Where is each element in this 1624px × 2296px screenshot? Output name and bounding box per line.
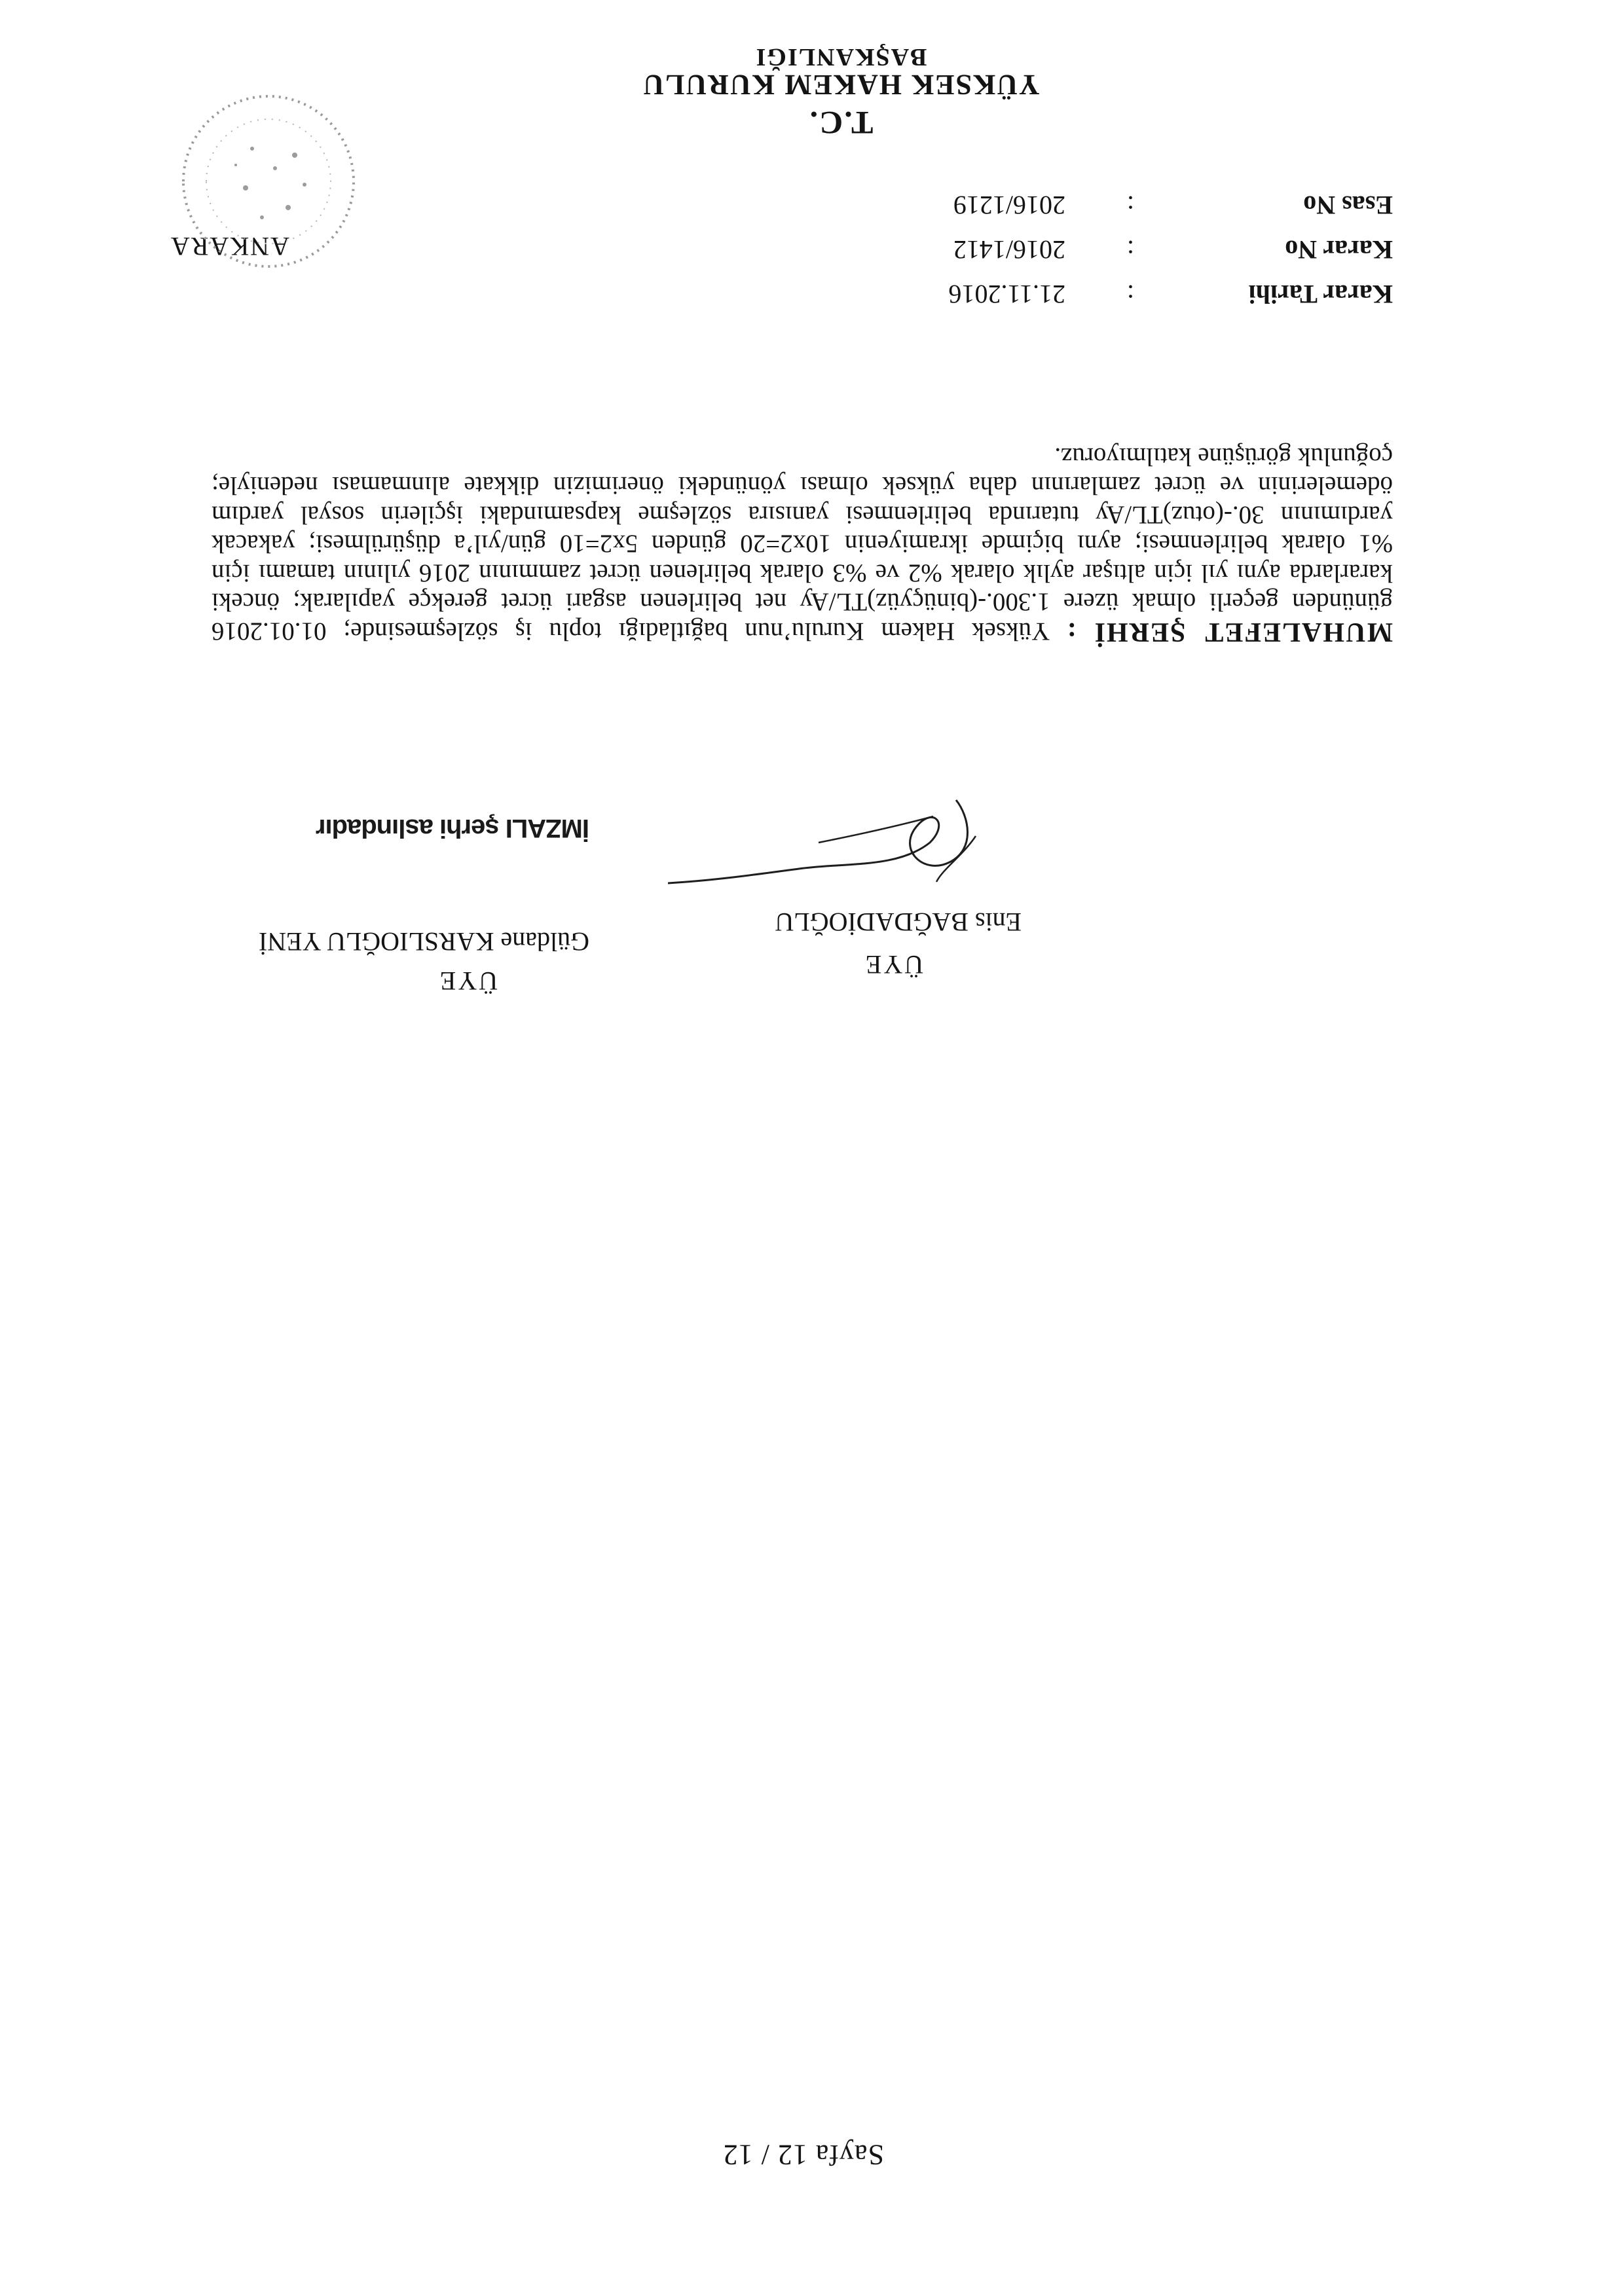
karar-tarihi-separator: : xyxy=(1126,280,1134,309)
dissent-title-separator: : xyxy=(1065,617,1077,647)
case-metadata xyxy=(869,181,1393,312)
header-organization: YÜKSEK HAKEM KURULU xyxy=(642,69,1040,101)
signature-stamp: İMZALI şerhi aslındadır xyxy=(316,814,589,843)
header-tc: T.C. xyxy=(808,105,874,141)
handwritten-signature xyxy=(655,790,995,888)
round-seal-icon xyxy=(170,83,367,280)
member1-role: ÜYE xyxy=(863,950,923,979)
karar-label: Karar No xyxy=(1285,235,1393,264)
esas-value: 2016/1219 xyxy=(953,191,1065,220)
member1-name: Enis BAĞDADİOĞLU xyxy=(775,907,1022,937)
esas-separator: : xyxy=(1126,191,1134,220)
dissent-paragraph xyxy=(212,442,1393,647)
esas-label: Esas No xyxy=(1303,191,1393,220)
karar-tarihi-label: Karar Tarihi xyxy=(1248,280,1393,309)
city-label: ANKARA xyxy=(169,232,289,261)
karar-tarihi-value: 21.11.2016 xyxy=(948,280,1065,309)
member2-role: ÜYE xyxy=(437,966,498,996)
karar-separator: : xyxy=(1126,235,1134,264)
member2-name: Güldane KARSLIOĞLU YENİ xyxy=(258,927,589,957)
dissent-text: Yüksek Hakem Kurulu’nun bağıtladığı toplu iş sözleşmesinde; 01.01.2016 gününden geçerli olmak üzere 1.300.-(binüçyüz)TL/Ay net belirlenen asgari ücret gerekçe yapılarak; önceki kararlarda aynı yıl için altışar aylık olarak %2 ve %3 olarak belirlenen ücret zammının 2016 yılının tamamı için %1 olarak belirlenmesi; aynı biçimde ikramiyenin 10x2=20 günden 5x2=10 gün/yıl’a düşürülmesi; yakacak yardımının 30.-(otuz)TL/Ay tutarında belirlenmesi yanısıra sözleşme kapsamındaki işçilerin sosyal yardım ödemelerinin ve ücret zamlarının daha yüksek olması yönündeki önerimizin dikkate alınmaması nedeniyle; çoğunluk görüşüne katılmıyoruz. xyxy=(211,443,1393,646)
page-number: Sayfa 12 / 12 xyxy=(722,2139,884,2171)
karar-value: 2016/1412 xyxy=(953,235,1065,264)
header-department: BAŞKANLIĞI xyxy=(754,43,927,71)
dissent-title: MUHALEFET ŞERHİ xyxy=(1093,617,1393,647)
